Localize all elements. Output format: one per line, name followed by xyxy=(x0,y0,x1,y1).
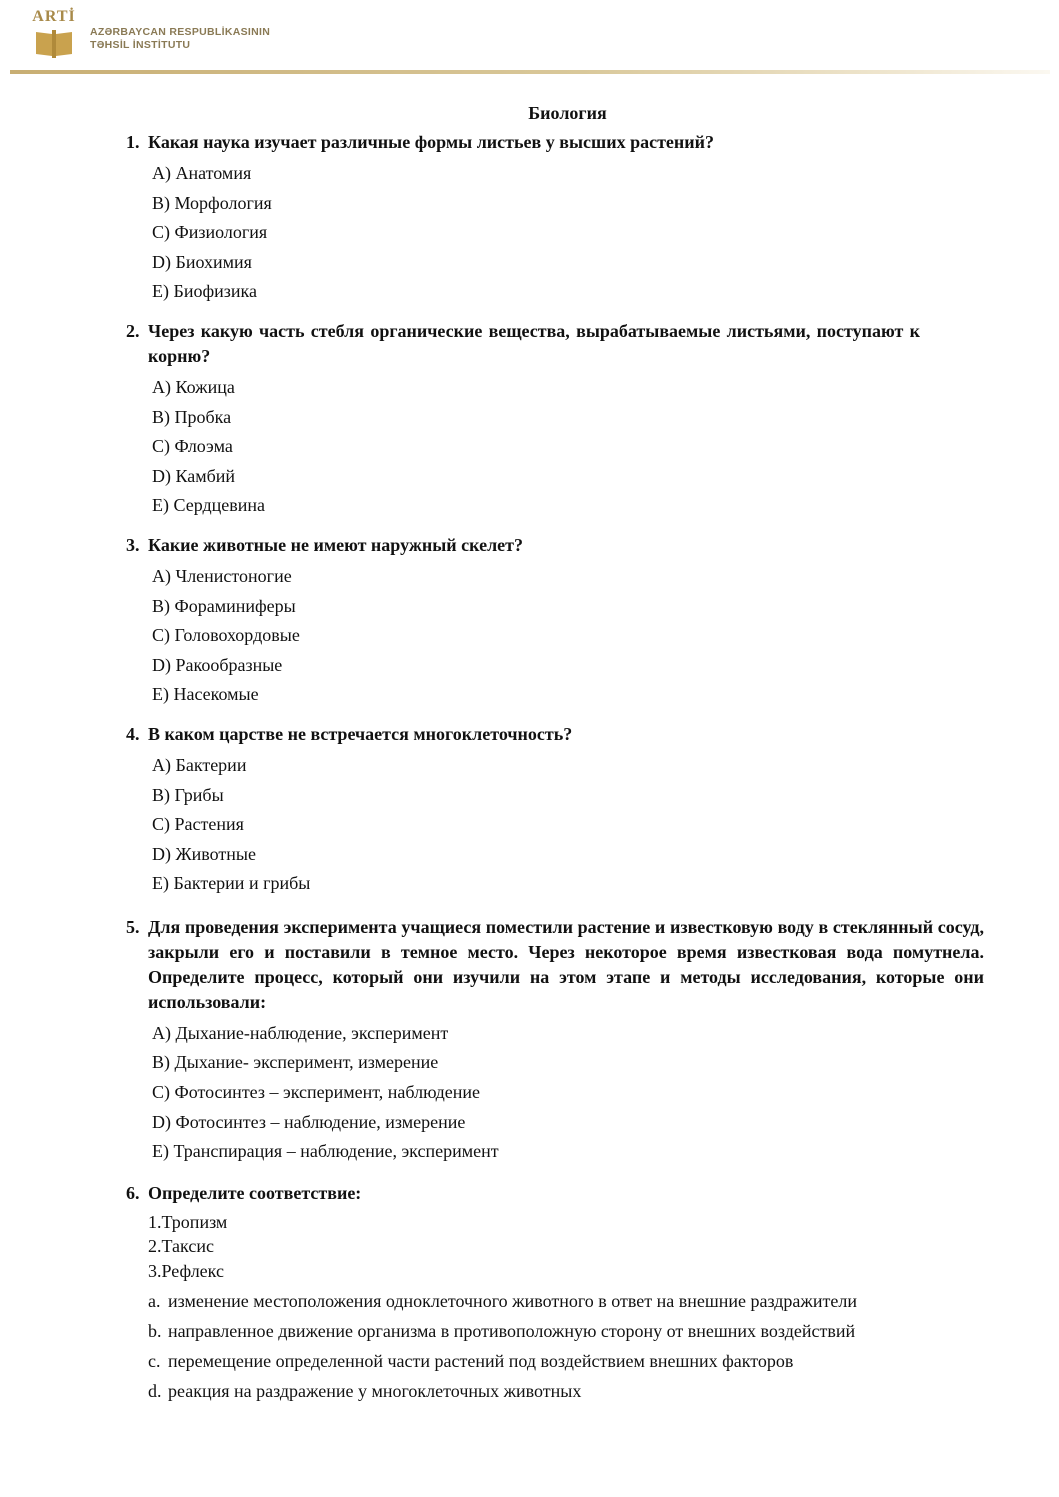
definition-item xyxy=(148,1379,984,1403)
question-5 xyxy=(126,915,984,1167)
question-text xyxy=(126,915,984,1015)
term-item: 2.Таксис xyxy=(148,1236,214,1257)
definition-list xyxy=(126,1289,984,1403)
question-body: В каком царстве не встречается многоклеточность? xyxy=(148,723,573,744)
definition-letter: b. xyxy=(148,1321,162,1342)
question-text xyxy=(126,533,984,558)
definition-text: перемещение определенной части растений под воздействием внешних факторов xyxy=(168,1351,794,1372)
question-2 xyxy=(126,319,984,521)
question-body: Для проведения эксперимента учащиеся поместили растение и известковую воду в стеклянный сосуд, закрыли его и поставили в темное место. Через некоторое время известковая вода помутнела. Определите процесс, который они изучили на этом этапе и методы исследования, которые они использовали: xyxy=(148,916,984,1012)
answer-option-e: E) Транспирация – наблюдение, эксперимент xyxy=(152,1141,499,1162)
question-body: Какие животные не имеют наружный скелет? xyxy=(148,534,524,555)
question-number: 6. xyxy=(126,1182,140,1203)
answer-option-a: A) Дыхание-наблюдение, эксперимент xyxy=(152,1022,449,1043)
question-3 xyxy=(126,533,984,710)
page-title: Биология xyxy=(528,103,607,123)
question-body: Через какую часть стебля органические вещества, вырабатываемые листьями, поступают к корню? xyxy=(148,320,920,366)
question-text xyxy=(126,1181,984,1206)
term-item: 3.Рефлекс xyxy=(148,1260,224,1281)
header-divider xyxy=(10,70,1050,74)
answer-options xyxy=(126,159,984,307)
page-header xyxy=(0,0,1059,80)
answer-option-d: D) Биохимия xyxy=(152,251,252,272)
answer-option-b: B) Грибы xyxy=(152,784,224,805)
answer-option-b: B) Морфология xyxy=(152,192,272,213)
org-name xyxy=(90,26,270,52)
question-list xyxy=(126,130,984,1415)
definition-letter: c. xyxy=(148,1351,161,1372)
question-1 xyxy=(126,130,984,307)
definition-text: направленное движение организма в противоположную сторону от внешних воздействий xyxy=(168,1321,856,1342)
answer-option-a: A) Кожица xyxy=(152,376,235,397)
question-text xyxy=(126,722,984,747)
answer-option-b: B) Дыхание- эксперимент, измерение xyxy=(152,1052,439,1073)
question-text xyxy=(126,319,984,369)
answer-option-e: E) Сердцевина xyxy=(152,495,266,516)
org-name-line2: TƏHSİL İNSTİTUTU xyxy=(90,39,191,51)
question-body: Какая наука изучает различные формы листьев у высших растений? xyxy=(148,132,715,152)
arti-logo xyxy=(30,8,78,64)
answer-option-b: B) Фораминиферы xyxy=(152,595,296,616)
definition-letter: a. xyxy=(148,1291,161,1312)
question-number: 2. xyxy=(126,320,140,341)
answer-option-c: C) Физиология xyxy=(152,222,268,243)
logo-text: ARTİ xyxy=(32,8,76,25)
answer-option-c: C) Растения xyxy=(152,814,244,835)
definition-item xyxy=(148,1349,984,1373)
answer-option-a: A) Анатомия xyxy=(152,163,252,183)
answer-options xyxy=(126,751,984,899)
question-number: 5. xyxy=(126,916,140,937)
answer-option-d: D) Ракообразные xyxy=(152,654,283,675)
answer-option-c: C) Фотосинтез – эксперимент, наблюдение xyxy=(152,1082,481,1103)
question-body: Определите соответствие: xyxy=(148,1182,362,1203)
definition-item xyxy=(148,1289,984,1313)
answer-option-a: A) Членистоногие xyxy=(152,565,292,586)
definition-text: изменение местоположения одноклеточного животного в ответ на внешние раздражители xyxy=(168,1291,857,1312)
answer-option-d: D) Животные xyxy=(152,843,256,864)
answer-option-e: E) Биофизика xyxy=(152,281,257,302)
term-list xyxy=(126,1210,984,1284)
definition-item xyxy=(148,1319,984,1343)
book-icon xyxy=(34,28,74,60)
answer-options xyxy=(126,1019,984,1167)
answer-option-e: E) Бактерии и грибы xyxy=(152,873,311,894)
answer-option-b: B) Пробка xyxy=(152,406,232,427)
question-text xyxy=(126,130,984,155)
answer-option-c: C) Головохордовые xyxy=(152,625,300,646)
org-name-line1: AZƏRBAYCAN RESPUBLİKASININ xyxy=(90,26,271,38)
answer-option-d: D) Фотосинтез – наблюдение, измерение xyxy=(152,1111,466,1132)
answer-option-a: A) Бактерии xyxy=(152,754,247,775)
answer-option-c: C) Флоэма xyxy=(152,436,233,457)
question-6 xyxy=(126,1181,984,1404)
definition-text: реакция на раздражение у многоклеточных животных xyxy=(168,1381,582,1402)
question-4 xyxy=(126,722,984,899)
answer-option-e: E) Насекомые xyxy=(152,684,259,705)
question-number: 4. xyxy=(126,723,140,744)
question-number: 1. xyxy=(126,132,140,152)
term-item: 1.Тропизм xyxy=(148,1211,228,1232)
question-number: 3. xyxy=(126,534,140,555)
definition-letter: d. xyxy=(148,1381,162,1402)
answer-option-d: D) Камбий xyxy=(152,465,236,486)
answer-options xyxy=(126,373,984,521)
answer-options xyxy=(126,562,984,710)
